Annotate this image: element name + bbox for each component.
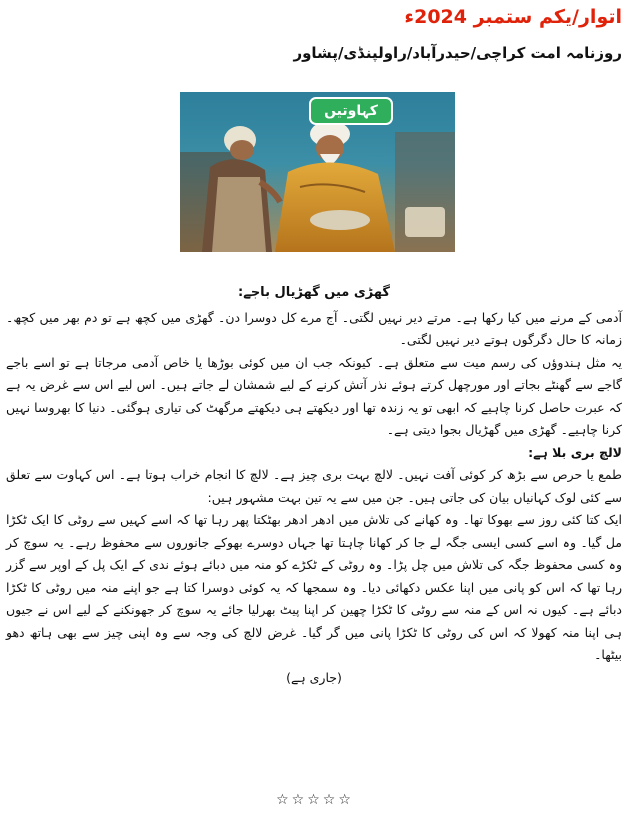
- article-body: [6, 282, 622, 689]
- illustration-image: [180, 92, 455, 252]
- continued-note: (جاری ہے): [286, 669, 342, 685]
- paragraph-3: طمع یا حرص سے بڑھ کر کوئی آفت نہیں۔ لالچ بہت بری چیز ہے۔ لالچ کا انجام خراب ہوتا ہے۔ اس کہاوت سے تعلق سے کئی لوک کہانیاں بیان کی جاتی ہیں۔ جن میں سے یہ تین بہت مشہور ہیں:: [6, 467, 622, 505]
- publication-date: اتوار/یکم ستمبر 2024ء: [404, 6, 622, 28]
- footer-stars: ☆☆☆☆☆: [276, 792, 354, 808]
- image-badge: کہاوتیں: [324, 103, 378, 119]
- paragraph-4: ایک کتا کئی روز سے بھوکا تھا۔ وہ کھانے کی تلاش میں ادھر ادھر بھٹکتا پھر رہا تھا کہ اسے کہیں سے روٹی کا ایک ٹکڑا مل گیا۔ وہ اسے کسی ایسی جگہ لے جا کر کھانا چاہتا تھا جہاں دوسرے بھوکے جانوروں سے محفوظ رہے۔ یہ سوچ کر وہ کسی محفوظ جگہ کی تلاش میں چل پڑا۔ وہ روٹی کے ٹکڑے کو منہ میں دبائے ہوئے ندی کے ایک پل کے اوپر سے گزر رہا تھا کہ اس کو پانی میں اپنا عکس دکھائی دیا۔ وہ سمجھا کہ یہ کوئی دوسرا کتا ہے جو اپنے منہ میں روٹی کا ٹکڑا دبائے ہے۔ کیوں نہ اس کے منہ سے روٹی کا ٹکڑا چھین کر اپنا پیٹ بھرلیا جائے یہ سوچ کر جھونکنے کے لیے اس نے جیوں ہی اپنا منہ کھولا کہ اس کی روٹی کا ٹکڑا پانی میں گر گیا۔ غرض لالچ کی وجہ سے وہ اپنی چیز سے بھی ہاتھ دھو بیٹھا۔: [6, 512, 622, 662]
- newspaper-source: روزنامہ امت کراچی/حیدرآباد/راولپنڈی/پشاور: [293, 44, 622, 62]
- article-subheading: لالچ بری بلا ہے:: [528, 444, 622, 460]
- article-heading: گھڑی میں گھڑیال باجے:: [238, 285, 390, 300]
- paragraph-1: آدمی کے مرنے میں کیا رکھا ہے۔ مرتے دیر نہیں لگتی۔ آج مرے کل دوسرا دن۔ گھڑی میں کچھ ہے تو دم بھر میں کچھ۔ زمانہ کا حال دگرگوں ہوتے دیر نہیں لگتی۔: [6, 309, 622, 347]
- paragraph-2: یہ مثل ہندوؤں کی رسم میت سے متعلق ہے۔ کیونکہ جب ان میں کوئی بوڑھا یا خاص آدمی مرجاتا ہے تو اسے باجے گاجے سے گھنٹے بجاتے اور مورچھل کرتے ہوئے نذر آتش کرنے کے لیے شمشان لے جاتے ہیں۔ اس لیے اس سے غرض یہ ہے کہ عبرت حاصل کرنا چاہیے کہ ابھی تو یہ زندہ تھا اور دیکھتے ہی دیکھتے مرگھٹ کی تیاری ہوگئی۔ دنیا کا بھروسا نہیں کرنا چاہیے۔ گھڑی میں گھڑیال بجوا دیتی ہے۔: [6, 354, 622, 437]
